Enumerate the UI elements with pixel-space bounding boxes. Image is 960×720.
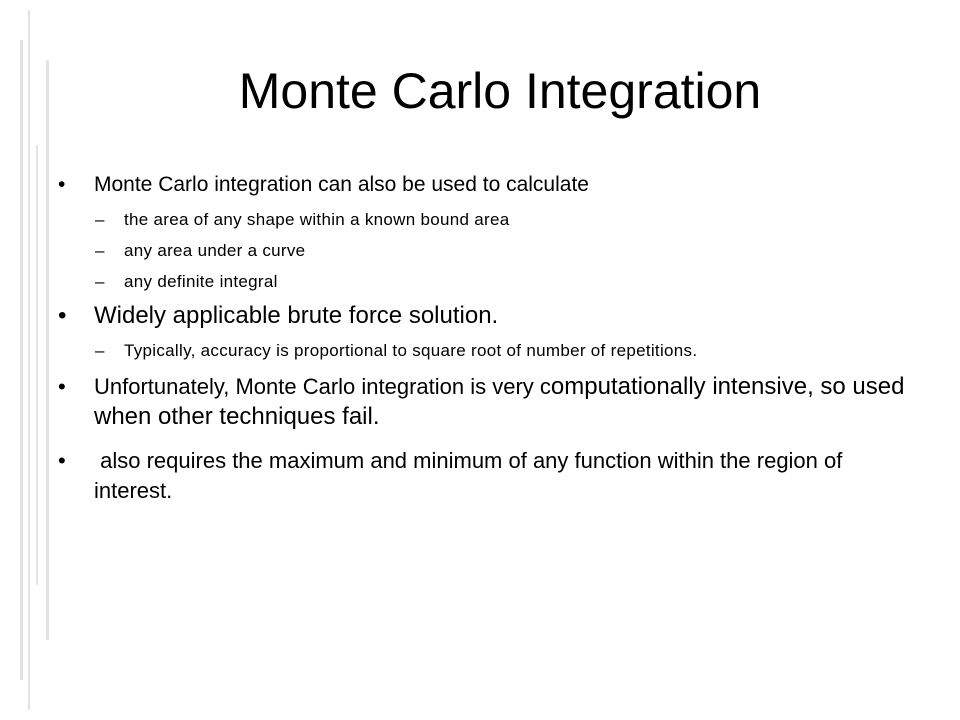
sub-bullet-marker: – bbox=[95, 241, 105, 260]
bullet-item bbox=[58, 446, 918, 506]
sub-bullet-item bbox=[58, 340, 918, 362]
sub-bullet-marker: – bbox=[95, 272, 105, 291]
sub-bullet-item bbox=[58, 209, 918, 231]
sub-bullet-text: any area under a curve bbox=[124, 241, 306, 260]
sub-bullet-item bbox=[58, 240, 918, 262]
decorative-line-1 bbox=[20, 40, 23, 680]
bullet-text: Widely applicable brute force solution. bbox=[94, 302, 499, 329]
sub-bullet-text: the area of any shape within a known bound area bbox=[124, 210, 510, 229]
bullet-text: Monte Carlo integration can also be used to calculate bbox=[94, 173, 589, 196]
bullet-text-emphasis: omputationally intensive, so used when other techniques fail. bbox=[94, 373, 905, 430]
bullet-item bbox=[58, 170, 918, 200]
decorative-line-2 bbox=[28, 10, 30, 710]
bullet-text: also requires the maximum and minimum of any function within the region of interest. bbox=[94, 448, 849, 503]
sub-bullet-marker: – bbox=[95, 341, 105, 360]
bullet-marker: • bbox=[58, 448, 66, 473]
sub-bullet-marker: – bbox=[95, 210, 105, 229]
bullet-text: Unfortunately, Monte Carlo integration is very c bbox=[94, 374, 551, 399]
sub-bullet-item bbox=[58, 271, 918, 293]
bullet-item bbox=[58, 372, 918, 432]
slide-title: Monte Carlo Integration bbox=[238, 63, 762, 119]
bullet-marker: • bbox=[58, 302, 67, 329]
bullet-marker: • bbox=[58, 374, 66, 399]
decorative-line-4 bbox=[46, 60, 49, 640]
bullet-marker: • bbox=[58, 173, 66, 196]
decorative-line-3 bbox=[36, 145, 38, 585]
bullet-item bbox=[58, 301, 918, 331]
slide-content bbox=[58, 170, 918, 506]
sub-bullet-text: Typically, accuracy is proportional to square root of number of repetitions. bbox=[124, 341, 698, 360]
sub-bullet-text: any definite integral bbox=[124, 272, 278, 291]
